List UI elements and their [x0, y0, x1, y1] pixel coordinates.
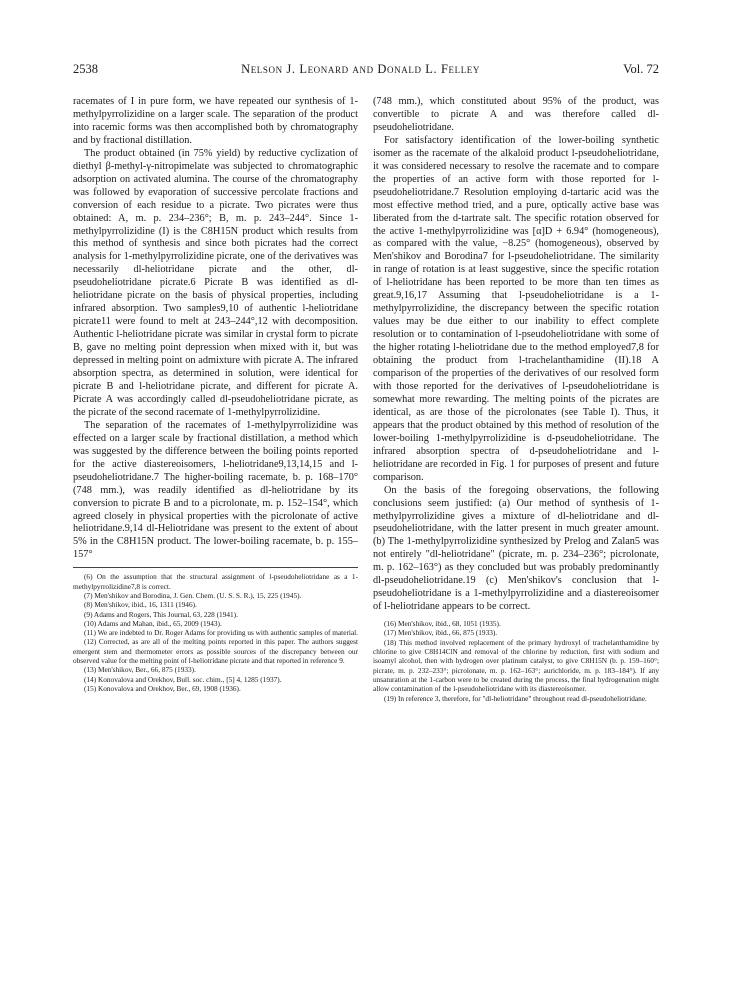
footnote: (10) Adams and Mahan, ibid., 65, 2009 (1943). [84, 618, 222, 628]
footnote: (15) Konovalova and Orekhov, Ber., 69, 1908 (1936). [84, 683, 241, 693]
footnote: (19) In reference 3, therefore, for "dl-heliotridane" throughout read dl-pseudoheliotridane. [384, 693, 647, 703]
body-paragraph: The product obtained (in 75% yield) by reductive cyclization of diethyl β-methyl-γ-nitropimelate was subjected to chromatographic adsorption on activated alumina. The course of the chromatography was followed by evaporation of successive percolate fractions and conversion of each residue to a picrate. Two picrates were thus obtained: A, m. p. 234–236°; B, m. p. 243–244°. Since 1-methylpyrrolizidine (I) is the C8H15N product which results from this method of synthesis and since both picrates had the correct analysis for 1-methylpyrrolizidine picrate, one of the derivatives was necessarily dl-heliotridane picrate and the other, dl-pseudoheliotridane picrate.6 Picrate B was identified as dl-heliotridane picrate on the basis of physical properties, including infrared absorption. Two samples9,10 of authentic l-heliotridane picrate11 were found to melt at 243–244°,12 with decomposition. Authentic l-heliotridane picrate was similar in crystal form to picrate B, gave no melting point depression when mixed with it, but was depressed in melting point on admixture with picrate A. The infrared absorption spectra, as determined in solution, were identical for picrate B and l-heliotridane picrate, and different for picrate A. Picrate A was accordingly called dl-pseudoheliotridane picrate, as the picrate of the second racemate of 1-methylpyrrolizidine. [73, 147, 358, 418]
body-paragraph: The separation of the racemates of 1-methylpyrrolizidine was effected on a larger scale by fractional distillation, a method which was suggested by the difference between the boiling points reported for the active diastereoisomers, l-heliotridane9,13,14,15 and l-pseudoheliotridane.7 The higher-boiling racemate, b. p. 168–170° (748 mm.), was readily identified as dl-heliotridane by its conversion to picrate B and to a picrolonate, m. p. 152–154°, which agreed closely in physical properties with the picrolonate of active heliotridane.9,14 dl-Heliotridane was present to the extent of about 5% in the C8H15N product. The lower-boiling racemate, b. p. 155–157° [73, 419, 358, 561]
footnote: (7) Men'shikov and Borodina, J. Gen. Chem. (U. S. S. R.), 15, 225 (1945). [84, 590, 302, 600]
body-paragraph: On the basis of the foregoing observations, the following conclusions seem justified: (a) Our method of synthesis of 1-methylpyrrolizidine gives a mixture of dl-heliotridane and dl-pseudoheliotridane, with the latter present in much greater amount. (b) The 1-methylpyrrolizidine synthesized by Prelog and Zalan5 was not entirely "dl-heliotridane" (picrate, m. p. 234–236°; picrolonate, m. p. 162–163°) as they concluded but was probably predominantly dl-pseudoheliotridane.19 (c) Men'shikov's conclusion that l-pseudoheliotridane is a 1-methylpyrrolizidine and a diastereoisomer of l-heliotridane appears to be correct. [373, 484, 659, 613]
right-column [373, 96, 659, 703]
footnote: (13) Men'shikov, Ber., 66, 875 (1933). [84, 665, 196, 675]
footnote: (17) Men'shikov, ibid., 66, 875 (1933). [384, 628, 498, 638]
running-title-authors: Nelson J. Leonard and Donald L. Felley [241, 62, 481, 76]
footnote: (12) Corrected, as are all of the melting points reported in this paper. The authors suggest emergent stem and thermometer errors as possible sources of the discrepancy between our observed value for the melting point of l-heliotridane picrate and that reported in reference 9. [73, 637, 358, 665]
page-number: 2538 [73, 62, 98, 76]
volume-number: Vol. 72 [623, 62, 659, 76]
body-paragraph: racemates of I in pure form, we have repeated our synthesis of 1-methylpyrrolizidine on a larger scale. The separation of the product into racemic forms was then accomplished both by chromatography and by fractional distillation. [73, 96, 358, 146]
footnote: (18) This method involved replacement of the primary hydroxyl of trachelanthamidine by chlorine to give C8H14ClN and removal of the chlorine by reduction, first with sodium and isoamyl alcohol, then with hydrogen over platinum catalyst, to give C8H15N (b. p. 159–160°; picrate, m. p. 232–233°; picrolonate, m. p. 162–163°; aurichloride, m. p. 183–184°). If any unsaturation at the 1-carbon were to be created during the process, the final hydrogenation might allow contamination of the l-pseudoheliotridane with its diastereoisomer. [373, 637, 659, 694]
left-column [73, 96, 358, 693]
body-paragraph: (748 mm.), which constituted about 95% of the product, was convertible to picrate A and was therefore called dl-pseudoheliotridane. [373, 96, 659, 133]
footnote: (16) Men'shikov, ibid., 68, 1051 (1935). [384, 619, 501, 629]
footnote: (11) We are indebted to Dr. Roger Adams for providing us with authentic samples of material. [84, 628, 358, 638]
footnote: (9) Adams and Rogers, This Journal, 63, 228 (1941). [84, 609, 238, 619]
body-paragraph: For satisfactory identification of the lower-boiling synthetic isomer as the racemate of the alkaloid product l-pseudoheliotridane, it was considered necessary to resolve the racemate and to compare the properties of an active form with those reported for l-pseudoheliotridane.7 Resolution employing d-tartaric acid was the most effective method tried, and a pure, optically active base was liberated from the d-tartrate salt. The specific rotation observed for the active 1-methylpyrrolizidine was [α]D + 6.94° (homogeneous), as compared with the value, −8.25° (homogeneous), observed by Men'shikov and Borodina7 for l-pseudoheliotridane. The similarity in range of rotation is at least suggestive, since the specific rotation of l-heliotridane has been reported to be more than ten times as great.9,16,17 Assuming that l-pseudoheliotridane is a 1-methylpyrrolizidine, the discrepancy between the specific rotation values may be due either to our inability to effect complete resolution or to contamination of l-pseudoheliotridane with some of the higher rotating l-heliotridane due to the method employed7,8 for obtaining the product from l-trachelanthamidine (II).18 A comparison of the properties of the derivatives of our resolved form with those reported for the derivatives of l-pseudoheliotridane is somewhat more rewarding. The melting points of the picrates are identical, as are those of the picrolonates (see Table I). Thus, it appears that the product obtained by this method of resolution of the lower-boiling 1-methylpyrrolizidine is d-pseudoheliotridane. The infrared absorption spectra of d-pseudoheliotridane and l-heliotridane are recorded in Fig. 1 for purposes of present and future comparison. [373, 134, 659, 483]
footnote-divider [73, 567, 358, 568]
footnote: (6) On the assumption that the structural assignment of l-pseudoheliotridane as a 1-methylpyrrolizidine7,8 is correct. [73, 572, 358, 591]
footnote: (14) Konovalova and Orekhov, Bull. soc. chim., [5] 4, 1285 (1937). [84, 674, 282, 684]
footnote: (8) Men'shikov, ibid., 16, 1311 (1946). [84, 600, 197, 610]
page-header [73, 62, 659, 80]
